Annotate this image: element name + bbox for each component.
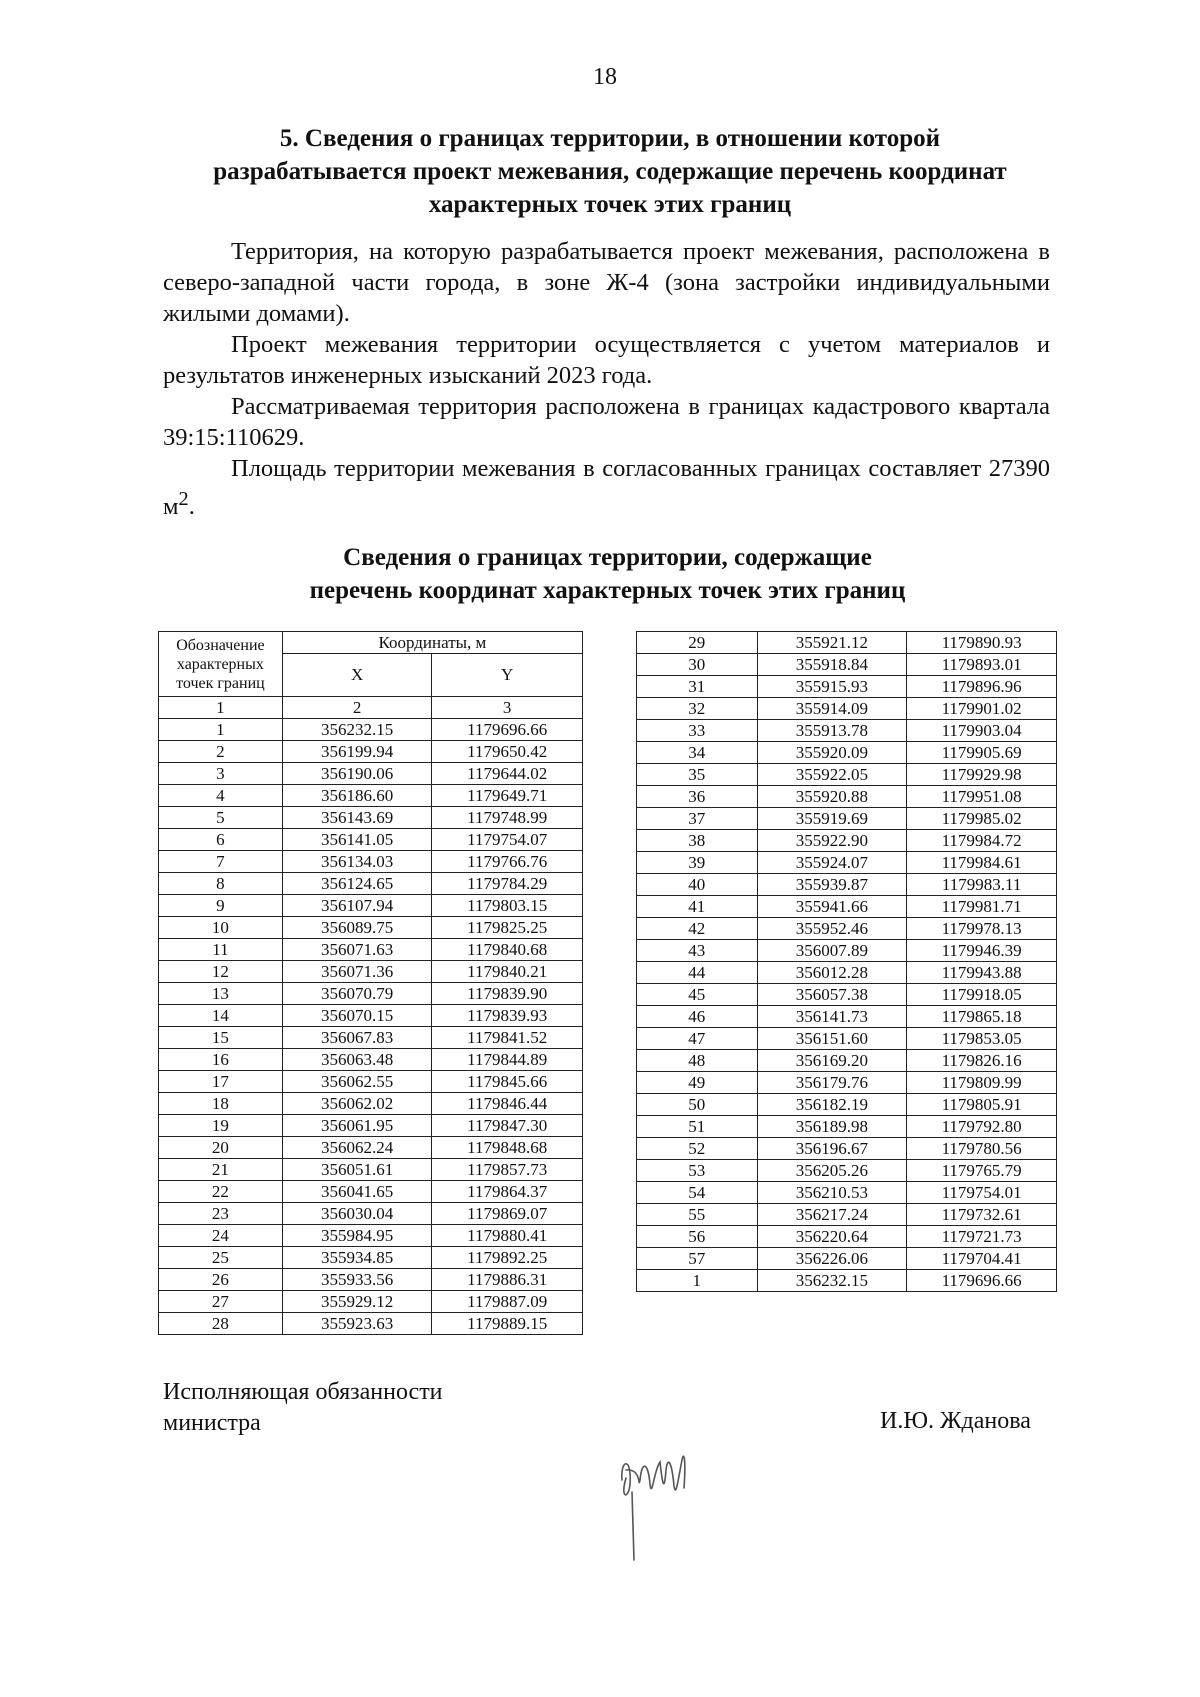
table-row	[159, 939, 583, 961]
table-row	[637, 632, 1057, 654]
point-number-cell: 47	[637, 1028, 758, 1050]
point-number-cell: 28	[159, 1313, 283, 1335]
coordinates-table-left	[158, 631, 583, 1335]
y-coordinate-cell: 1179754.07	[432, 829, 583, 851]
x-coordinate-cell: 356141.73	[757, 1006, 907, 1028]
point-number-cell: 5	[159, 807, 283, 829]
point-number-cell: 33	[637, 720, 758, 742]
y-coordinate-cell: 1179754.01	[907, 1182, 1057, 1204]
table-row	[159, 1225, 583, 1247]
x-coordinate-cell: 356143.69	[282, 807, 432, 829]
point-number-cell: 26	[159, 1269, 283, 1291]
x-coordinate-cell: 356062.02	[282, 1093, 432, 1115]
point-number-cell: 14	[159, 1005, 283, 1027]
table-row	[637, 676, 1057, 698]
x-coordinate-cell: 356057.38	[757, 984, 907, 1006]
table-row	[159, 1049, 583, 1071]
x-coordinate-cell: 355933.56	[282, 1269, 432, 1291]
x-coordinate-cell: 355920.09	[757, 742, 907, 764]
point-number-cell: 21	[159, 1159, 283, 1181]
table-row	[159, 829, 583, 851]
table-row	[637, 1270, 1057, 1292]
section-heading-line: 5. Сведения о границах территории, в отношении которой	[279, 125, 941, 152]
y-coordinate-cell: 1179893.01	[907, 654, 1057, 676]
point-number-cell: 34	[637, 742, 758, 764]
point-number-cell: 30	[637, 654, 758, 676]
coordinates-header: Координаты, м	[282, 632, 582, 654]
point-number-cell: 51	[637, 1116, 758, 1138]
point-number-cell: 4	[159, 785, 283, 807]
table-row	[637, 720, 1057, 742]
point-number-cell: 40	[637, 874, 758, 896]
point-number-cell: 37	[637, 808, 758, 830]
x-coordinate-cell: 356232.15	[757, 1270, 907, 1292]
x-coordinate-cell: 356041.65	[282, 1181, 432, 1203]
point-number-cell: 22	[159, 1181, 283, 1203]
x-coordinate-cell: 356012.28	[757, 962, 907, 984]
point-number-cell: 11	[159, 939, 283, 961]
table-row	[637, 698, 1057, 720]
x-coordinate-cell: 355984.95	[282, 1225, 432, 1247]
y-coordinate-cell: 1179847.30	[432, 1115, 583, 1137]
point-number-cell: 38	[637, 830, 758, 852]
x-coordinate-cell: 355920.88	[757, 786, 907, 808]
table-row	[637, 742, 1057, 764]
y-coordinate-cell: 1179696.66	[907, 1270, 1057, 1292]
x-coordinate-cell: 355934.85	[282, 1247, 432, 1269]
y-coordinate-cell: 1179905.69	[907, 742, 1057, 764]
point-number-cell: 1	[637, 1270, 758, 1292]
point-number-cell: 7	[159, 851, 283, 873]
table-row	[159, 1291, 583, 1313]
x-coordinate-cell: 356205.26	[757, 1160, 907, 1182]
table-row	[159, 983, 583, 1005]
y-coordinate-cell: 1179951.08	[907, 786, 1057, 808]
x-coordinate-cell: 356062.24	[282, 1137, 432, 1159]
table-body-left	[159, 719, 583, 1335]
table-row	[159, 851, 583, 873]
x-coordinate-cell: 356199.94	[282, 741, 432, 763]
y-coordinate-cell: 1179840.68	[432, 939, 583, 961]
table-row	[637, 1050, 1057, 1072]
point-number-cell: 1	[159, 719, 283, 741]
signature-position-line: министра	[163, 1410, 261, 1436]
table-header-row	[159, 632, 583, 654]
signature-position-line: Исполняющая обязанности	[163, 1379, 443, 1405]
table-row	[159, 807, 583, 829]
x-coordinate-cell: 356007.89	[757, 940, 907, 962]
point-number-cell: 10	[159, 917, 283, 939]
table-row	[159, 1247, 583, 1269]
table-row	[159, 1137, 583, 1159]
y-coordinate-cell: 1179844.89	[432, 1049, 583, 1071]
x-coordinate-cell: 355913.78	[757, 720, 907, 742]
x-coordinate-cell: 355915.93	[757, 676, 907, 698]
table-row	[159, 1115, 583, 1137]
x-coordinate-cell: 356107.94	[282, 895, 432, 917]
x-coordinate-cell: 355919.69	[757, 808, 907, 830]
handwritten-signature	[612, 1440, 702, 1570]
point-number-cell: 25	[159, 1247, 283, 1269]
y-coordinate-cell: 1179809.99	[907, 1072, 1057, 1094]
column-number-row	[159, 697, 583, 719]
table-row	[159, 1181, 583, 1203]
x-coordinate-cell: 356062.55	[282, 1071, 432, 1093]
y-coordinate-cell: 1179880.41	[432, 1225, 583, 1247]
x-coordinate-cell: 355914.09	[757, 698, 907, 720]
table-row	[159, 1269, 583, 1291]
x-coordinate-cell: 355952.46	[757, 918, 907, 940]
point-number-cell: 49	[637, 1072, 758, 1094]
point-number-cell: 50	[637, 1094, 758, 1116]
y-coordinate-cell: 1179748.99	[432, 807, 583, 829]
point-number-cell: 16	[159, 1049, 283, 1071]
table-row	[159, 785, 583, 807]
y-coordinate-cell: 1179901.02	[907, 698, 1057, 720]
x-coordinate-cell: 356220.64	[757, 1226, 907, 1248]
point-number-cell: 13	[159, 983, 283, 1005]
y-coordinate-cell: 1179886.31	[432, 1269, 583, 1291]
section-body	[163, 236, 1050, 522]
y-coordinate-cell: 1179732.61	[907, 1204, 1057, 1226]
table-row	[637, 654, 1057, 676]
point-number-cell: 39	[637, 852, 758, 874]
area-suffix: .	[188, 493, 195, 521]
table-row	[159, 895, 583, 917]
table-row	[637, 1160, 1057, 1182]
point-number-cell: 9	[159, 895, 283, 917]
point-number-cell: 48	[637, 1050, 758, 1072]
y-coordinate-cell: 1179981.71	[907, 896, 1057, 918]
y-coordinate-cell: 1179826.16	[907, 1050, 1057, 1072]
x-coordinate-cell: 356189.98	[757, 1116, 907, 1138]
x-coordinate-cell: 356124.65	[282, 873, 432, 895]
x-coordinate-cell: 356210.53	[757, 1182, 907, 1204]
y-coordinate-cell: 1179846.44	[432, 1093, 583, 1115]
table-row	[159, 1313, 583, 1335]
table-row	[637, 1226, 1057, 1248]
table-row	[637, 1182, 1057, 1204]
y-coordinate-cell: 1179985.02	[907, 808, 1057, 830]
table-row	[159, 917, 583, 939]
y-coordinate-cell: 1179892.25	[432, 1247, 583, 1269]
point-number-cell: 29	[637, 632, 758, 654]
table-row	[637, 1116, 1057, 1138]
point-number-cell: 3	[159, 763, 283, 785]
column-number: 3	[432, 697, 583, 719]
y-header: Y	[432, 654, 583, 697]
area-text: Площадь территории межевания в согласованных границах составляет 27390 м	[163, 455, 1050, 521]
x-coordinate-cell: 356182.19	[757, 1094, 907, 1116]
table-row	[637, 918, 1057, 940]
point-number-cell: 54	[637, 1182, 758, 1204]
y-coordinate-cell: 1179918.05	[907, 984, 1057, 1006]
x-coordinate-cell: 356071.36	[282, 961, 432, 983]
point-number-cell: 27	[159, 1291, 283, 1313]
point-number-cell: 42	[637, 918, 758, 940]
table-row	[637, 1006, 1057, 1028]
table-row	[159, 961, 583, 983]
x-coordinate-cell: 356071.63	[282, 939, 432, 961]
y-coordinate-cell: 1179825.25	[432, 917, 583, 939]
y-coordinate-cell: 1179984.72	[907, 830, 1057, 852]
x-coordinate-cell: 355924.07	[757, 852, 907, 874]
y-coordinate-cell: 1179696.66	[432, 719, 583, 741]
table-row	[159, 1071, 583, 1093]
y-coordinate-cell: 1179978.13	[907, 918, 1057, 940]
point-number-cell: 46	[637, 1006, 758, 1028]
y-coordinate-cell: 1179839.90	[432, 983, 583, 1005]
y-coordinate-cell: 1179840.21	[432, 961, 583, 983]
table-row	[637, 984, 1057, 1006]
point-number-cell: 32	[637, 698, 758, 720]
point-number-cell: 36	[637, 786, 758, 808]
coordinates-table-right	[636, 631, 1057, 1292]
x-coordinate-cell: 356089.75	[282, 917, 432, 939]
point-number-cell: 15	[159, 1027, 283, 1049]
table-row	[637, 1248, 1057, 1270]
section-heading	[180, 122, 1040, 221]
table-heading	[250, 541, 965, 607]
table-row	[159, 1159, 583, 1181]
x-coordinate-cell: 356196.67	[757, 1138, 907, 1160]
x-coordinate-cell: 355921.12	[757, 632, 907, 654]
y-coordinate-cell: 1179983.11	[907, 874, 1057, 896]
y-coordinate-cell: 1179946.39	[907, 940, 1057, 962]
y-coordinate-cell: 1179857.73	[432, 1159, 583, 1181]
x-coordinate-cell: 356061.95	[282, 1115, 432, 1137]
table-row	[637, 1028, 1057, 1050]
point-number-cell: 24	[159, 1225, 283, 1247]
x-coordinate-cell: 356226.06	[757, 1248, 907, 1270]
point-number-cell: 44	[637, 962, 758, 984]
point-number-cell: 8	[159, 873, 283, 895]
paragraph-cadastral: Рассматриваемая территория расположена в границах кадастрового квартала 39:15:110629.	[163, 393, 1050, 451]
point-number-cell: 57	[637, 1248, 758, 1270]
signer-name: И.Ю. Жданова	[880, 1408, 1031, 1434]
y-coordinate-cell: 1179792.80	[907, 1116, 1057, 1138]
table-row	[159, 719, 583, 741]
column-number: 2	[282, 697, 432, 719]
y-coordinate-cell: 1179841.52	[432, 1027, 583, 1049]
table-row	[637, 874, 1057, 896]
y-coordinate-cell: 1179704.41	[907, 1248, 1057, 1270]
y-coordinate-cell: 1179780.56	[907, 1138, 1057, 1160]
x-coordinate-cell: 355929.12	[282, 1291, 432, 1313]
x-coordinate-cell: 355922.90	[757, 830, 907, 852]
x-coordinate-cell: 356070.79	[282, 983, 432, 1005]
x-coordinate-cell: 356151.60	[757, 1028, 907, 1050]
area-unit-superscript: 2	[178, 488, 189, 510]
y-coordinate-cell: 1179765.79	[907, 1160, 1057, 1182]
y-coordinate-cell: 1179889.15	[432, 1313, 583, 1335]
table-row	[637, 852, 1057, 874]
y-coordinate-cell: 1179853.05	[907, 1028, 1057, 1050]
y-coordinate-cell: 1179865.18	[907, 1006, 1057, 1028]
table-row	[637, 808, 1057, 830]
table-row	[637, 940, 1057, 962]
y-coordinate-cell: 1179805.91	[907, 1094, 1057, 1116]
table-row	[159, 763, 583, 785]
table-row	[159, 741, 583, 763]
x-coordinate-cell: 356141.05	[282, 829, 432, 851]
y-coordinate-cell: 1179839.93	[432, 1005, 583, 1027]
x-coordinate-cell: 356030.04	[282, 1203, 432, 1225]
y-coordinate-cell: 1179845.66	[432, 1071, 583, 1093]
point-number-cell: 55	[637, 1204, 758, 1226]
point-number-cell: 56	[637, 1226, 758, 1248]
y-coordinate-cell: 1179896.96	[907, 676, 1057, 698]
x-coordinate-cell: 356063.48	[282, 1049, 432, 1071]
point-number-cell: 12	[159, 961, 283, 983]
point-number-cell: 52	[637, 1138, 758, 1160]
y-coordinate-cell: 1179943.88	[907, 962, 1057, 984]
x-coordinate-cell: 355939.87	[757, 874, 907, 896]
x-header: X	[282, 654, 432, 697]
point-number-cell: 31	[637, 676, 758, 698]
table-row	[159, 1027, 583, 1049]
table-row	[159, 1005, 583, 1027]
x-coordinate-cell: 356070.15	[282, 1005, 432, 1027]
y-coordinate-cell: 1179721.73	[907, 1226, 1057, 1248]
y-coordinate-cell: 1179984.61	[907, 852, 1057, 874]
point-number-cell: 41	[637, 896, 758, 918]
x-coordinate-cell: 355923.63	[282, 1313, 432, 1335]
point-number-cell: 20	[159, 1137, 283, 1159]
table-row	[159, 1203, 583, 1225]
x-coordinate-cell: 356217.24	[757, 1204, 907, 1226]
table-row	[637, 1204, 1057, 1226]
point-number-cell: 23	[159, 1203, 283, 1225]
y-coordinate-cell: 1179903.04	[907, 720, 1057, 742]
section-heading-line: характерных точек этих границ	[428, 191, 792, 218]
y-coordinate-cell: 1179864.37	[432, 1181, 583, 1203]
table-row	[637, 1094, 1057, 1116]
section-heading-line: разрабатывается проект межевания, содержащие перечень координат	[213, 158, 1007, 185]
y-coordinate-cell: 1179890.93	[907, 632, 1057, 654]
x-coordinate-cell: 356067.83	[282, 1027, 432, 1049]
x-coordinate-cell: 356186.60	[282, 785, 432, 807]
x-coordinate-cell: 355941.66	[757, 896, 907, 918]
x-coordinate-cell: 355922.05	[757, 764, 907, 786]
point-number-cell: 6	[159, 829, 283, 851]
table-row	[637, 962, 1057, 984]
x-coordinate-cell: 355918.84	[757, 654, 907, 676]
x-coordinate-cell: 356051.61	[282, 1159, 432, 1181]
y-coordinate-cell: 1179644.02	[432, 763, 583, 785]
table-row	[637, 1138, 1057, 1160]
x-coordinate-cell: 356232.15	[282, 719, 432, 741]
point-designation-header: Обозначение характерных точек границ	[159, 632, 283, 697]
point-number-cell: 35	[637, 764, 758, 786]
table-row	[637, 830, 1057, 852]
table-row	[637, 1072, 1057, 1094]
column-number: 1	[159, 697, 283, 719]
x-coordinate-cell: 356190.06	[282, 763, 432, 785]
table-row	[637, 896, 1057, 918]
point-number-cell: 2	[159, 741, 283, 763]
point-number-cell: 17	[159, 1071, 283, 1093]
point-number-cell: 19	[159, 1115, 283, 1137]
y-coordinate-cell: 1179848.68	[432, 1137, 583, 1159]
point-number-cell: 53	[637, 1160, 758, 1182]
table-heading-line: перечень координат характерных точек этих границ	[309, 577, 906, 604]
y-coordinate-cell: 1179929.98	[907, 764, 1057, 786]
table-row	[637, 764, 1057, 786]
table-body-right	[637, 632, 1057, 1292]
y-coordinate-cell: 1179766.76	[432, 851, 583, 873]
y-coordinate-cell: 1179887.09	[432, 1291, 583, 1313]
y-coordinate-cell: 1179869.07	[432, 1203, 583, 1225]
point-number-cell: 18	[159, 1093, 283, 1115]
signature-position	[163, 1377, 443, 1439]
y-coordinate-cell: 1179650.42	[432, 741, 583, 763]
page-number: 18	[593, 64, 617, 90]
y-coordinate-cell: 1179649.71	[432, 785, 583, 807]
y-coordinate-cell: 1179803.15	[432, 895, 583, 917]
table-row	[637, 786, 1057, 808]
point-number-cell: 45	[637, 984, 758, 1006]
paragraph-project: Проект межевания территории осуществляется с учетом материалов и результатов инженерных изысканий 2023 года.	[163, 331, 1050, 389]
paragraph-territory: Территория, на которую разрабатывается проект межевания, расположена в северо-западной части города, в зоне Ж-4 (зона застройки индивидуальными жилыми домами).	[163, 238, 1050, 327]
x-coordinate-cell: 356179.76	[757, 1072, 907, 1094]
table-heading-line: Сведения о границах территории, содержащие	[343, 544, 872, 571]
y-coordinate-cell: 1179784.29	[432, 873, 583, 895]
table-row	[159, 873, 583, 895]
point-number-cell: 43	[637, 940, 758, 962]
paragraph-area	[163, 453, 1050, 522]
x-coordinate-cell: 356169.20	[757, 1050, 907, 1072]
x-coordinate-cell: 356134.03	[282, 851, 432, 873]
table-row	[159, 1093, 583, 1115]
